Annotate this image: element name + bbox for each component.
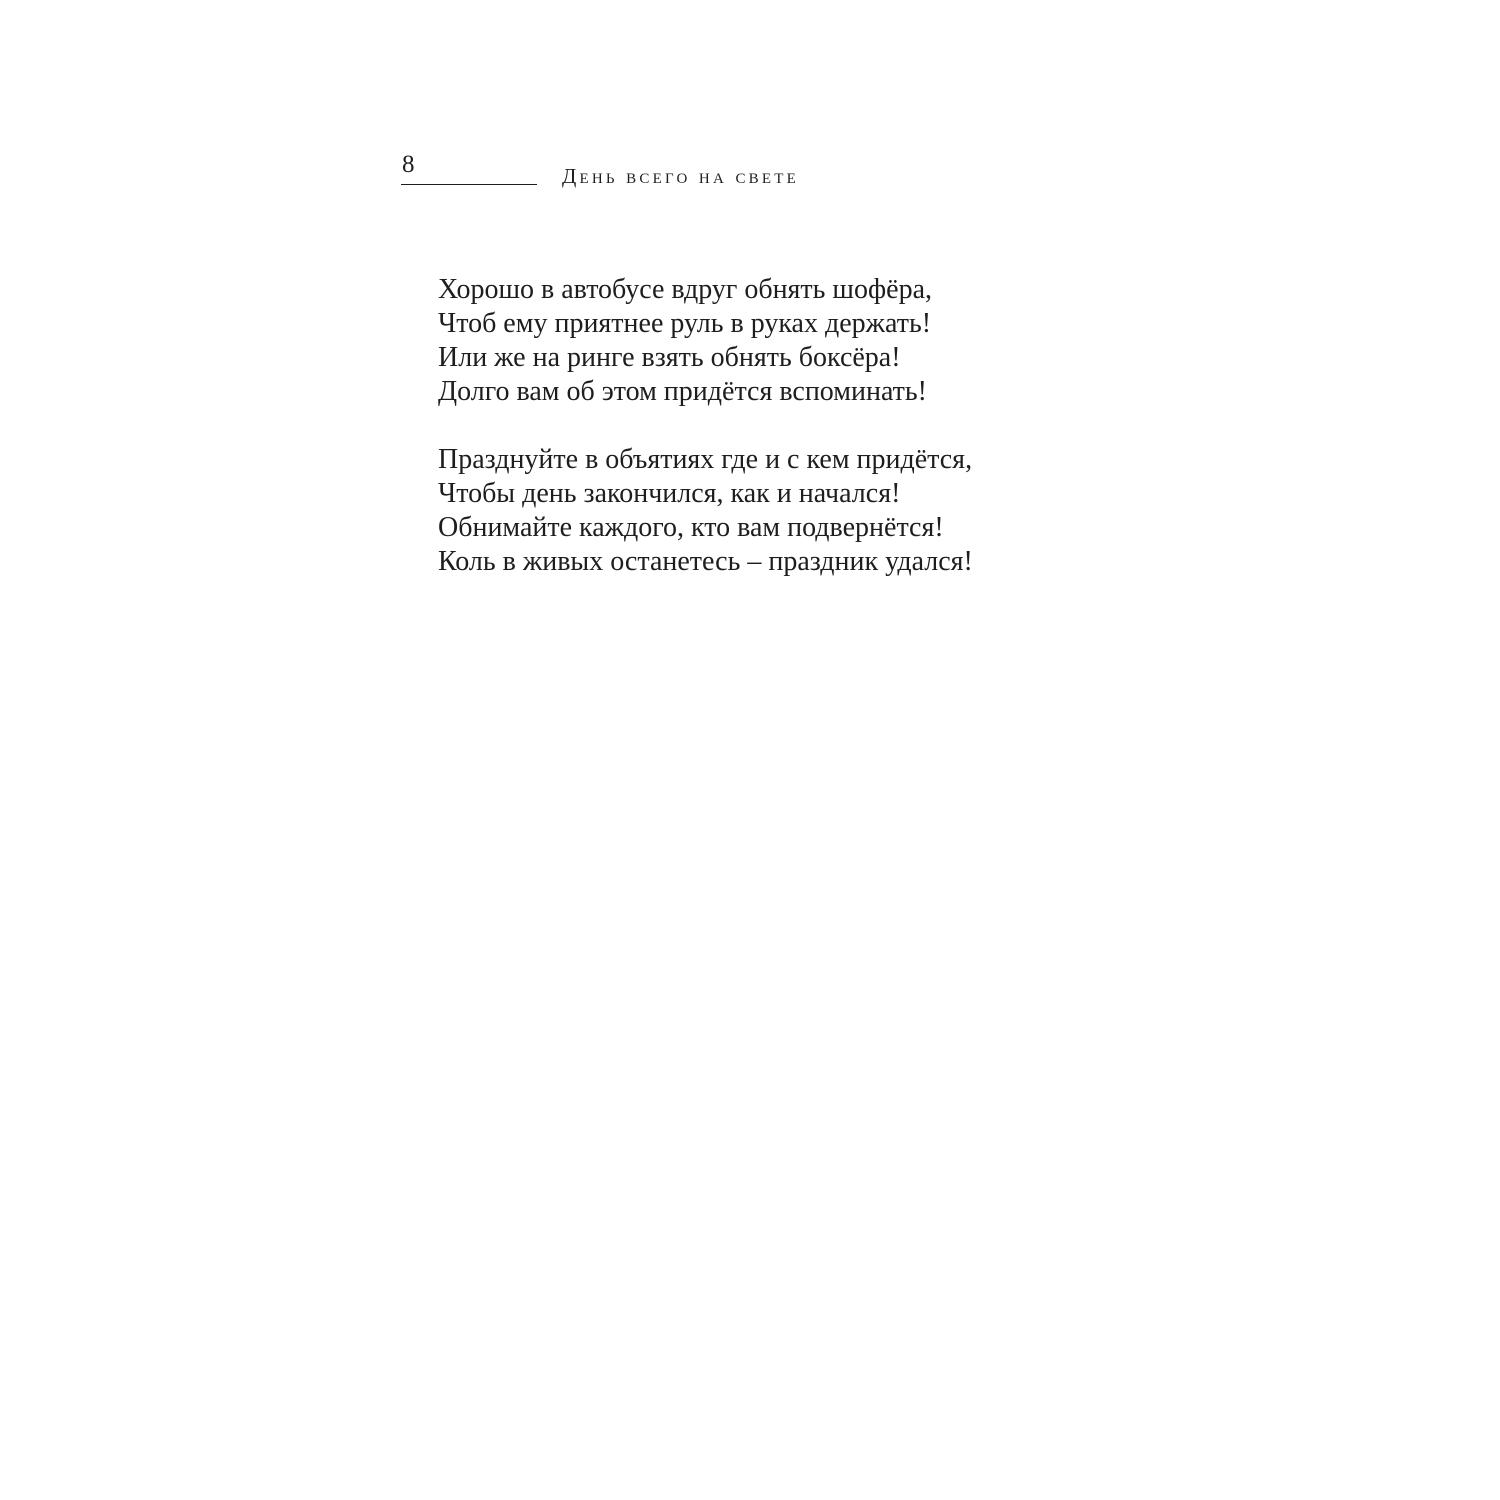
poem-line: Коль в живых останетесь – праздник удался! xyxy=(438,546,973,577)
poem-line: Чтоб ему приятнее руль в руках держать! xyxy=(438,308,932,339)
poem-line: Долго вам об этом придётся вспоминать! xyxy=(438,376,927,407)
poem-line: Празднуйте в объятиях где и с кем придётся, xyxy=(438,444,973,475)
running-title: День всего на свете xyxy=(562,164,799,188)
running-head xyxy=(401,150,841,190)
stanza xyxy=(438,273,1058,409)
poem-line: Чтобы день закончился, как и начался! xyxy=(438,478,901,509)
poem-line: Обнимайте каждого, кто вам подвернётся! xyxy=(438,512,944,543)
header-rule xyxy=(401,184,537,185)
page-number: 8 xyxy=(402,151,415,178)
poem xyxy=(438,273,1058,613)
poem-line: Или же на ринге взять обнять боксёра! xyxy=(438,342,901,373)
stanza xyxy=(438,443,1058,579)
poem-line: Хорошо в автобусе вдруг обнять шофёра, xyxy=(438,274,932,305)
